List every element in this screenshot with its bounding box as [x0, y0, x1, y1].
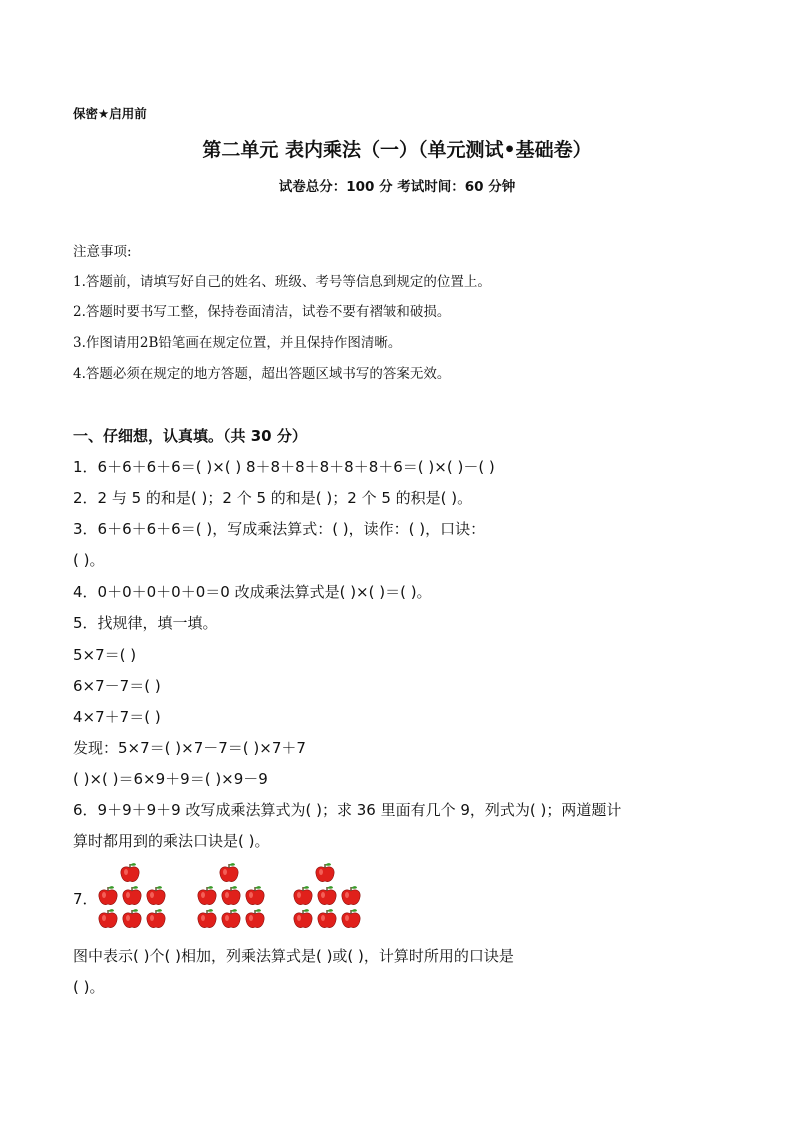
question-5-line: 4×7＋7＝( ): [73, 708, 161, 726]
apple-icon: [97, 885, 119, 907]
confidential-label: 保密★启用前: [73, 106, 147, 121]
question-3-cont: ( )。: [73, 551, 105, 569]
apple-icon: [292, 908, 314, 930]
apple-icon: [340, 885, 362, 907]
apple-icon: [316, 885, 338, 907]
notice-item: 1.答题前，请填写好自己的姓名、班级、考号等信息到规定的位置上。: [73, 274, 491, 290]
notice-item: 3.作图请用2B铅笔画在规定位置，并且保持作图清晰。: [73, 335, 402, 351]
apple-icon: [218, 862, 240, 884]
section-heading: 一、仔细想，认真填。（共 30 分）: [73, 427, 307, 445]
apple-icon: [121, 908, 143, 930]
question-5-line: 发现：5×7＝( )×7－7＝( )×7＋7: [73, 739, 306, 757]
question-6: 6．9＋9＋9＋9 改写成乘法算式为( )；求 36 里面有几个 9，列式为( )；两道题计: [73, 801, 622, 819]
question-4: 4．0＋0＋0＋0＋0＝0 改成乘法算式是( )×( )＝( )。: [73, 583, 432, 601]
page-title: 第二单元 表内乘法（一）（单元测试•基础卷）: [202, 139, 592, 161]
question-7-cont: ( )。: [73, 978, 105, 996]
question-6-cont: 算时都用到的乘法口诀是( )。: [73, 832, 270, 850]
notice-heading: 注意事项:: [73, 244, 132, 260]
apple-icon: [220, 885, 242, 907]
question-2: 2．2 与 5 的和是( )；2 个 5 的和是( )；2 个 5 的积是( )。: [73, 489, 473, 507]
apple-icon: [244, 908, 266, 930]
apple-icon: [196, 885, 218, 907]
notice-item: 4.答题必须在规定的地方答题，超出答题区域书写的答案无效。: [73, 366, 451, 382]
notice-item: 2.答题时要书写工整，保持卷面清洁，试卷不要有褶皱和破损。: [73, 304, 451, 320]
question-3: 3．6＋6＋6＋6＝( )，写成乘法算式：( )，读作：( )，口诀：: [73, 520, 486, 538]
exam-info: 试卷总分：100 分 考试时间：60 分钟: [278, 179, 516, 195]
question-1: 1．6＋6＋6＋6＝( )×( ) 8＋8＋8＋8＋8＋8＋6＝( )×( )－( ): [73, 458, 495, 476]
apple-icon: [145, 908, 167, 930]
apple-icon: [340, 908, 362, 930]
apple-icon: [314, 862, 336, 884]
question-5-line: 6×7－7＝( ): [73, 677, 161, 695]
apple-icon: [220, 908, 242, 930]
apple-icon: [119, 862, 141, 884]
apple-icon: [244, 885, 266, 907]
apple-icon: [97, 908, 119, 930]
apple-icon: [121, 885, 143, 907]
question-7-label: 7．: [73, 890, 98, 908]
apple-icon: [316, 908, 338, 930]
question-7: 图中表示( )个( )相加，列乘法算式是( )或( )，计算时所用的口诀是: [73, 947, 514, 965]
question-5-line: 5×7＝( ): [73, 646, 137, 664]
apple-icon: [145, 885, 167, 907]
apple-icon: [196, 908, 218, 930]
apple-icon: [292, 885, 314, 907]
question-5: 5．找规律，填一填。: [73, 614, 218, 632]
question-5-line: ( )×( )＝6×9＋9＝( )×9－9: [73, 770, 268, 788]
